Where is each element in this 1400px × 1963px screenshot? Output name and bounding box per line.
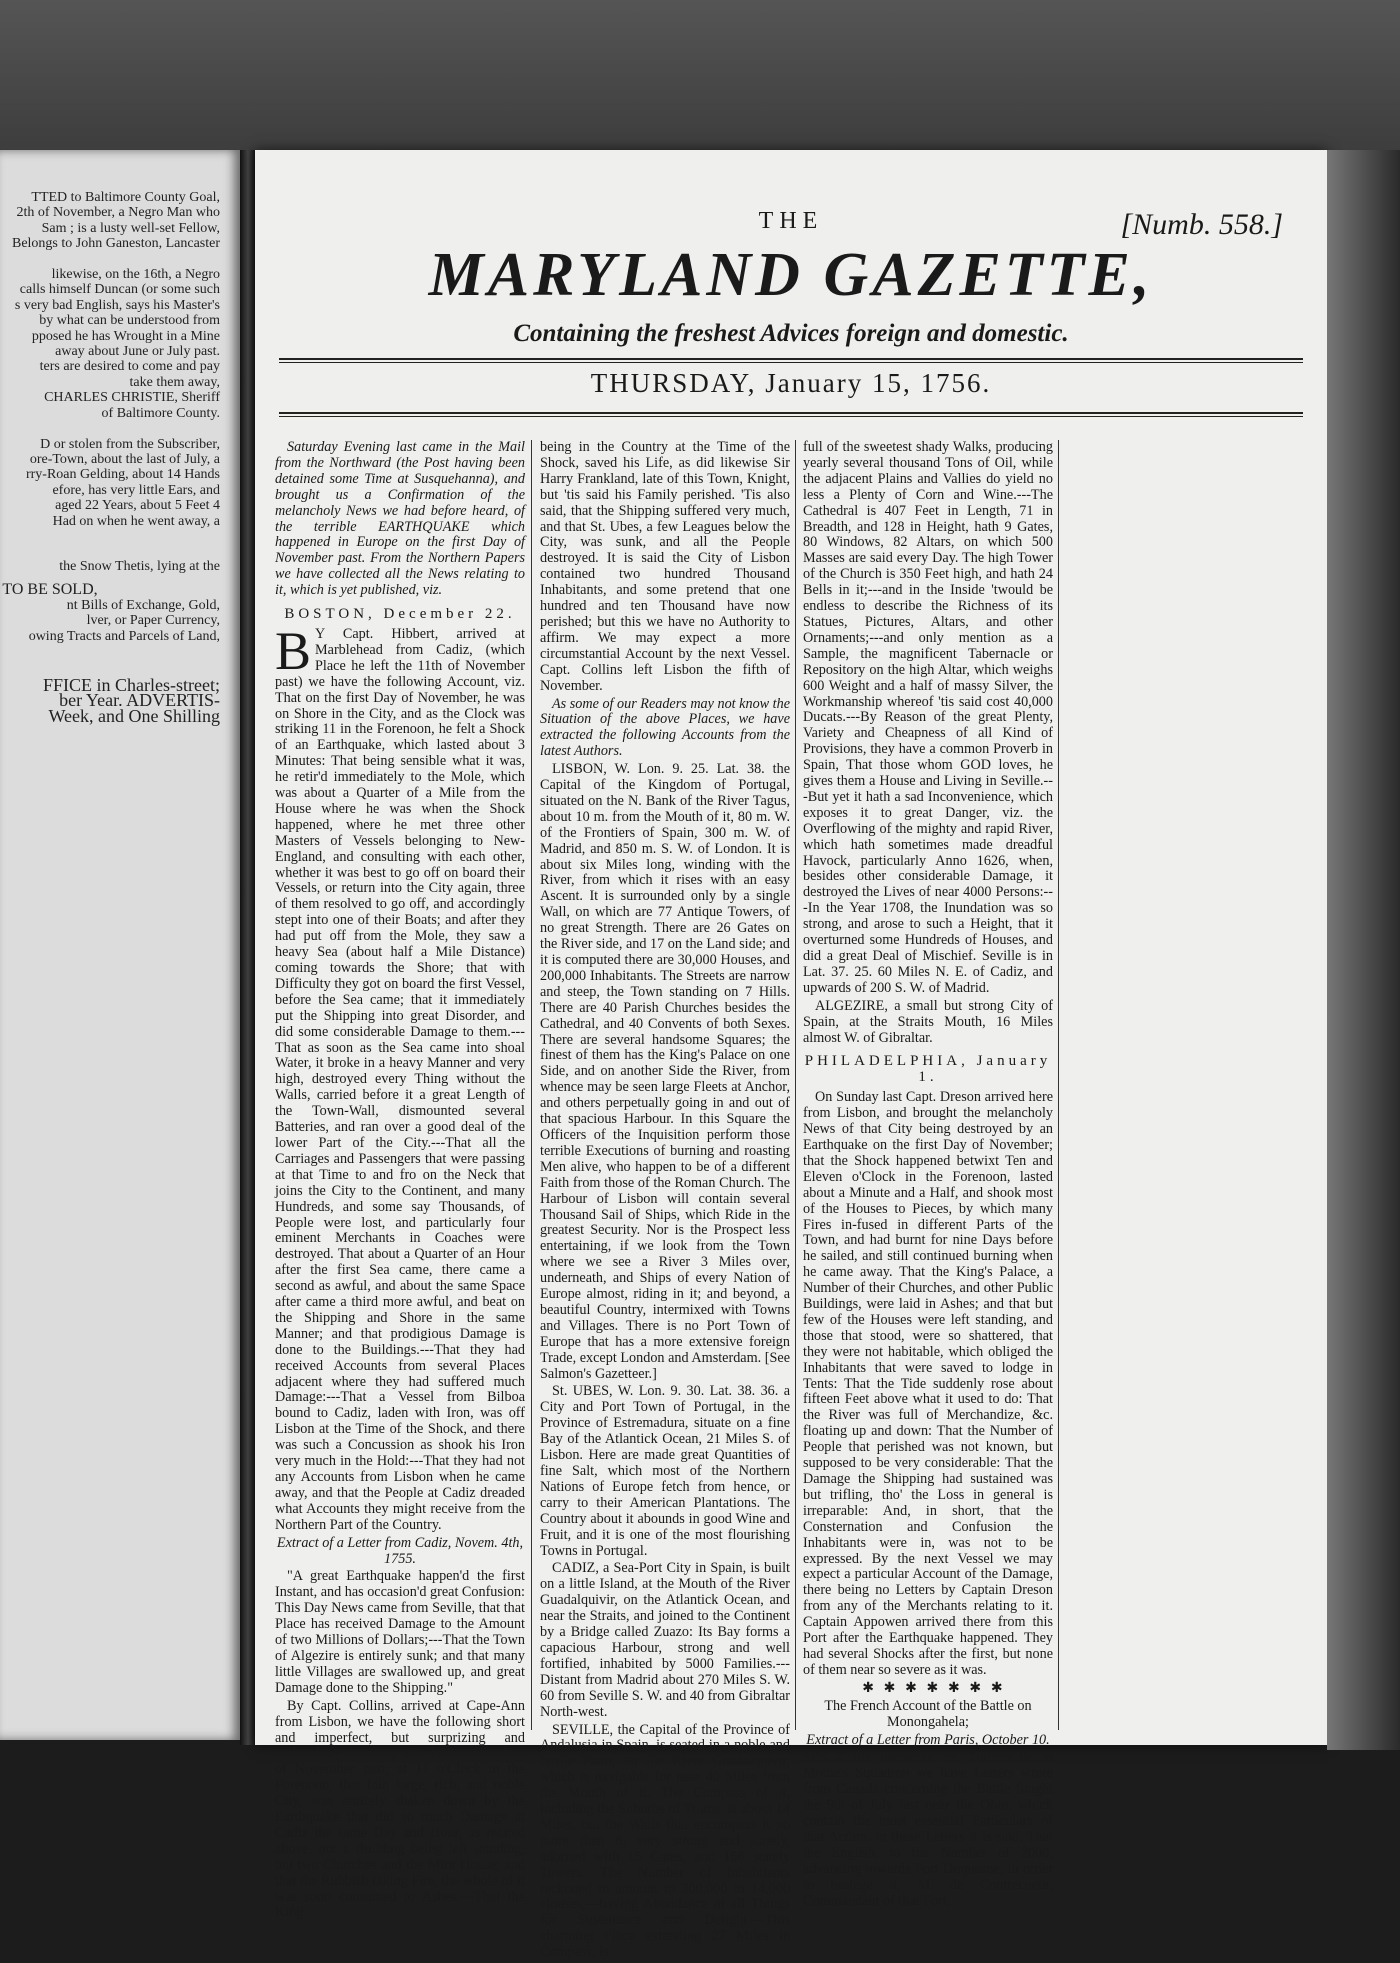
left-page-line: ters are desired to come and pay	[39, 359, 220, 375]
column-1	[275, 440, 525, 1923]
left-page-line: Belongs to John Ganeston, Lancaster	[11, 236, 220, 252]
left-page-line: efore, has very little Ears, and	[52, 482, 220, 498]
left-page-line: TO BE SOLD,	[2, 581, 98, 599]
left-page-fragment	[0, 150, 240, 1740]
masthead-rule-thin	[279, 362, 1303, 363]
left-page-line: s very bad English, says his Master's	[14, 297, 220, 313]
left-page-line: of Baltimore County.	[101, 405, 220, 421]
background-wall	[0, 0, 1400, 170]
left-page-line: FFICE in Charles-street;	[43, 674, 220, 695]
column-2	[540, 440, 790, 1963]
left-page-text	[0, 190, 220, 724]
cadiz-letter-paragraph: "A great Earthquake happen'd the first Instant, and has occasion'd great Confusion: This Day News came from Seville, that that Place has received Damage to the Amount of two Millions of Dollars;---That the Town of Algezire is entirely sunk; and that many little Villages are swallowed up, and great Damage done to the Shipping."	[275, 1568, 525, 1696]
boston-paragraph: Y Capt. Hibbert, arrived at Marblehead from Cadiz, (which Place he left the 11th of November past) we have the following Account, viz. That on the first Day of November, he was on Shore in the City, and as the Clock was striking 11 in the Forenoon, he felt a Shock of an Earthquake, which lasted about 3 Minutes: That being sensible what it was, he retir'd immediately to the Mole, which was about a Quarter of a Mile from the House where he was when the Shock happened, where he met three other Masters of Vessels belonging to New-England, and consulting with each other, whether it was best to go off on board their Vessels, or return into the City again, three of them resolved to go off, and accordingly stept into one of their Boats; and after they had put off from the Mole, they saw a heavy Sea (about half a Mile Distance) coming towards the Shore; that with Difficulty they got on board the first Vessel, before the Sea came; that it immediately put the Shipping into great Disorder, and did some considerable Damage to them.---That as soon as the Sea came into shoal Water, it broke in a heavy Manner and very high, destroyed every Thing without the Walls, carried before it a great Length of the Town-Wall, dismounted several Batteries, and ran over a good deal of the lower Part of the City.---That all the Carriages and Passengers that were passing at that Time to and fro on the Neck that joins the City to the Continent, and many Hundreds, and some say Thousands, of People were lost, and particularly four eminent Merchants in Coaches were destroyed. That about a Quarter of an Hour after the first Sea came, there came a second as awful, and about the same Space after came a third more awful, and beat on the Shipping and Shore in the same Manner; and that prodigious Damage is done to the Buildings.---That they had received Accounts from several Places adjacent where they had suffered much Damage:---That a Vessel from Bilboa bound to Cadiz, laden with Iron, was off Lisbon at the Time of the Shock, and there was such a Concussion as shook his Iron very much in the Hold:---That they had not any Accounts from Lisbon when he came away, and that the People at Cadiz dreaded what Accounts they might receive from the Northern Part of the Country.	[275, 625, 525, 1533]
left-page-line: CHARLES CHRISTIE, Sheriff	[44, 390, 220, 406]
drop-cap: B	[275, 620, 312, 681]
lisbon-description: LISBON, W. Lon. 9. 25. Lat. 38. the Capital of the Kingdom of Portugal, situated on the N. Bank of the River Tagus, about 10 m. from the Mouth of it, 80 m. W. of the Frontiers of Spain, 300 m. W. of Madrid, and 850 m. S. W. of London. It is about six Miles long, winding with the River, from which it rises with an easy Ascent. It is surrounded only by a single Wall, on which are 77 Antique Towers, of no great Strength. There are 26 Gates on the River side, and 17 on the Land side; and it is computed there are 30,000 Houses, and 200,000 Inhabitants. The Streets are narrow and steep, the Town standing on 7 Hills. There are 40 Parish Churches besides the Cathedral, and 40 Convents of both Sexes. There are several handsome Squares; the finest of them has the King's Palace on one Side, and on another Side the River, from whence may be seen large Fleets at Anchor, and others perpetually going in and out of that spacious Harbour. In this Square the Officers of the Inquisition perform those terrible Executions of burning and roasting Men alive, who happen to be of a different Faith from those of the Roman Church. The Harbour of Lisbon will contain several Thousand Sail of Ships, which Ride in the greatest Security. Nor is the Prospect less entertaining, if we look from the Town where we see a River 3 Miles over, underneath, and Ships of every Nation of Europe almost, riding in it; and beyond, a beautiful Country, intermixed with Towns and Villages. There is no Port Town of Europe that has a more extensive foreign Trade, except London and Amsterdam. [See Salmon's Gazetteer.]	[540, 761, 790, 1382]
left-page-line: Sam ; is a lusty well-set Fellow,	[41, 220, 220, 236]
newspaper-page	[255, 150, 1327, 1961]
cadiz-description: CADIZ, a Sea-Port City in Spain, is built on a little Island, at the Mouth of the River Guadalquivir, on the Atlantick Ocean, and near the Straits, and joined to the Continent by a Bridge called Zuazo: Its Bay forms a capacious Harbour, strong and well fortified, inhabited by 5000 Families.---Distant from Madrid about 270 Miles S. W. 60 from Seville S. W. and 40 from Gibraltar North-west.	[540, 1560, 790, 1720]
left-page-line: ore-Town, about the last of July, a	[29, 451, 220, 467]
left-page-line	[0, 421, 220, 436]
left-page-line: rry-Roan Gelding, about 14 Hands	[25, 467, 220, 483]
boston-heading: BOSTON, December 22.	[284, 606, 516, 623]
left-page-line: by what can be understood from	[39, 313, 220, 329]
newspaper-title: MARYLAND GAZETTE,	[428, 241, 1154, 309]
seville-description: SEVILLE, the Capital of the Province of Andalusia in Spain, is seated in a noble and fertile Plain, on the River Guadalquivir, which is navigable for near 40 Miles from the Mouth of it. The Compass of it, including the Suburbs of Triana, is about 14 Miles, but the Walls that encompass it no more than 8, very strong and stately, adorned with 15 Gates, and 166 stately Towers. The Number of Inhabitants reckoned to amount to 300,000 in 14,000 Houses,---having Abundance of all Things for Sustenance and Delight.---This charming Place extending 27 Miles in Compass, is	[540, 1721, 790, 1961]
philadelphia-paragraph: On Sunday last Capt. Dreson arrived here from Lisbon, and brought the melancholy News of that City being destroyed by an Earthquake on the first Day of November; that the Shock happened betwixt Ten and Eleven o'Clock in the Forenoon, lasted about a Minute and a Half, and shook most of the Houses to Pieces, by which many Fires in-fused in different Parts of the Town, and had burnt for nine Days before he sailed, and still continued burning when he came away. That the King's Palace, a Number of their Churches, and other Public Buildings, were laid in Ashes; and that but few of the Houses were left standing, and those that stood, were so shattered, that they were not habitable, which obliged the Inhabitants that were saved to lodge in Tents: That the Tide suddenly rose about fifteen Feet above what it used to do: That the River was full of Merchandize, &c. floating up and down: That the Number of People that perished was not known, but supposed to be very considerable: That the Damage the Shipping had sustained was but trifling, tho' the Loss in general is irreparable: And, in short, that the Consternation and Confusion the Inhabitants were in, was not to be expressed. By the next Vessel we may expect a particular Account of the Damage, there being no Letters by Captain Dreson from any of the Merchants relating to it. Captain Appowen arrived there from this Port after the Earthquake happened. They had several Shocks after the first, but none of them near so severe as it was.	[803, 1089, 1053, 1678]
left-page-line: ber Year. ADVERTIS-	[59, 690, 220, 711]
left-page-line: Had on when he went away, a	[52, 513, 220, 529]
left-page-line: TTED to Baltimore County Goal,	[31, 190, 220, 205]
dateline-rule	[279, 412, 1303, 414]
lisbon-report-paragraph: being in the Country at the Time of the Shock, saved his Life, as did likewise Sir Harry Frankland, late of this Town, Knight, but 'tis said his Family perished. 'Tis also said, that the Shipping suffered very much, and that St. Ubes, a few Leagues below the City, was sunk, and all the People destroyed. It is said the City of Lisbon contained two hundred Thousand Inhabitants, and some pretend that one hundred and ten Thousand have now perished; but this we have no Authority to affirm. We may expect a more circumstantial Account by the next Vessel. Capt. Collins left Lisbon the fifth of November.	[540, 439, 790, 694]
left-page-line: pposed he has Wrought in a Mine	[31, 328, 220, 344]
philadelphia-heading: PHILADELPHIA, January 1.	[804, 1053, 1052, 1086]
st-ubes-description: St. UBES, W. Lon. 9. 30. Lat. 38. 36. a City and Port Town of Portugal, in the Province of Estremadura, situate on a fine Bay of the Atlantick Ocean, 21 Miles S. of Lisbon. Here are made great Quantities of fine Salt, which most of the Northern Nations of Europe fetch from hence, or carry to their American Plantations. The Country about it abounds in good Wine and Fruit, and it is one of the most flourishing Towns in Portugal.	[540, 1383, 790, 1559]
section-divider: ✱ ✱ ✱ ✱ ✱ ✱ ✱	[862, 1679, 1006, 1696]
column-divider	[531, 440, 532, 1730]
left-page-line: aged 22 Years, about 5 Feet 4	[55, 498, 220, 514]
left-page-line: nt Bills of Exchange, Gold,	[66, 597, 220, 613]
seville-continued: full of the sweetest shady Walks, producing yearly several thousand Tons of Oil, while the adjacent Plains and Vallies do yield no less a Plenty of Corn and Wine.---The Cathedral is 407 Feet in Length, 71 in Breadth, and 128 in Height, hath 9 Gates, 80 Windows, 82 Altars, on which 500 Masses are said every Day. The high Tower of the Church is 350 Feet high, and hath 24 Bells in it;---and in the Inside 'twould be endless to describe the Richness of its Statues, Pictures, Altars, and other Ornaments;---and only mention as a Sample, the magnificent Tabernacle or Repository on the high Altar, which weighs 600 Weight and a half of massy Silver, the Workmanship whereof 'tis said cost 40,000 Ducats.---By Reason of the great Plenty, Variety and Cheapness of all Kind of Provisions, they have a common Proverb in Spain, That those whom GOD loves, he gives them a House and Living in Seville.---But yet it hath a sad Inconvenience, which exposes it to great Danger, viz. the Overflowing of the mighty and rapid River, which hath sometimes made dreadful Havock, particularly Anno 1626, when, besides other considerable Damage, it destroyed the Lives of near 4000 Persons:---In the Year 1708, the Inundation was so strong, and arose to such a Height, that it overturned some Hundreds of Houses, and did a great Deal of Mischief. Seville is in Lat. 37. 25. 60 Miles N. E. of Cadiz, and upwards of 200 S. W. of Madrid.	[803, 439, 1053, 996]
algezire-description: ALGEZIRE, a small but strong City of Spain, at the Straits Mouth, 16 Miles almost W. of Gibraltar.	[803, 997, 1053, 1046]
dateline-rule-thin	[279, 416, 1303, 417]
right-edge-shadow	[1327, 150, 1400, 1750]
left-page-line: likewise, on the 16th, a Negro	[51, 267, 220, 283]
book-spine	[240, 150, 256, 1745]
left-page-line: Week, and One Shilling	[48, 705, 220, 726]
masthead-the: THE	[758, 208, 824, 234]
column-divider	[1058, 440, 1059, 1730]
collins-paragraph: By Capt. Collins, arrived at Cape-Ann from Lisbon, we have the following short and imperfect, but surprizing and melancholy Account, viz. That on the first of November past, at 11 o'Clock in the Forenoon, that fair, large, rich, and noble City, was entirely shaken down by the Earthquake that did so much Damage at Cadiz the same Day and Hour, as related above, not a Building being left standing, but two Churches and the Mint House; and that the Rubbish taking Fire, the whole of it was soon consumed to Ashes.---That the King	[275, 1697, 525, 1921]
column-divider	[795, 440, 796, 1730]
paris-letter-paragraph: SINCE the return of M. Dubois de la Mothe's Squadron we have Letters wrote from Canada concerning the Battle fought the 9th of July last near the Ohio, which contain the most essential Particulars of that Action. In these Letters it is said, That the English, to the Number of 2000, advancing towards Fort Duquesne, in order to besiege it, M. de Contrecoeur, Commandant of that Fort,	[803, 1749, 1053, 1909]
left-page-line: calls himself Duncan (or some such	[19, 282, 220, 298]
left-page-line: 2th of November, a Negro Man who	[16, 205, 220, 221]
issue-number: [Numb. 558.]	[1120, 208, 1283, 241]
left-page-line: lver, or Paper Currency,	[86, 613, 220, 629]
column-3	[803, 440, 1053, 1911]
intro-paragraph: Saturday Evening last came in the Mail from the Northward (the Post having been detained some Time at Susquehanna), and brought us a Confirmation of the melancholy News we had before heard, of the terrible EARTHQUAKE which happened in Europe on the first Day of November past. From the Northern Papers we have collected all the News relating to it, which is yet published, viz.	[275, 439, 525, 599]
left-page-line: the Snow Thetis, lying at the	[59, 558, 220, 574]
paris-extract-heading: Extract of a Letter from Paris, October 10.	[806, 1731, 1050, 1748]
left-page-line: owing Tracts and Parcels of Land,	[28, 628, 220, 644]
readers-note: As some of our Readers may not know the Situation of the above Places, we have extracted the following Accounts from the latest Authors.	[540, 695, 791, 760]
dateline: THURSDAY, January 15, 1756.	[590, 368, 992, 398]
newspaper-subtitle: Containing the freshest Advices foreign and domestic.	[513, 320, 1069, 347]
left-page-line: D or stolen from the Subscriber,	[40, 436, 220, 452]
cadiz-extract-heading: Extract of a Letter from Cadiz, Novem. 4th, 1755.	[276, 1534, 524, 1567]
left-page-line: away about June or July past.	[55, 344, 220, 360]
left-page-line: take them away,	[129, 374, 220, 390]
left-page-line	[0, 252, 220, 267]
french-account-heading: The French Account of the Battle on Monongahela;	[824, 1697, 1032, 1730]
masthead-rule	[279, 358, 1303, 360]
